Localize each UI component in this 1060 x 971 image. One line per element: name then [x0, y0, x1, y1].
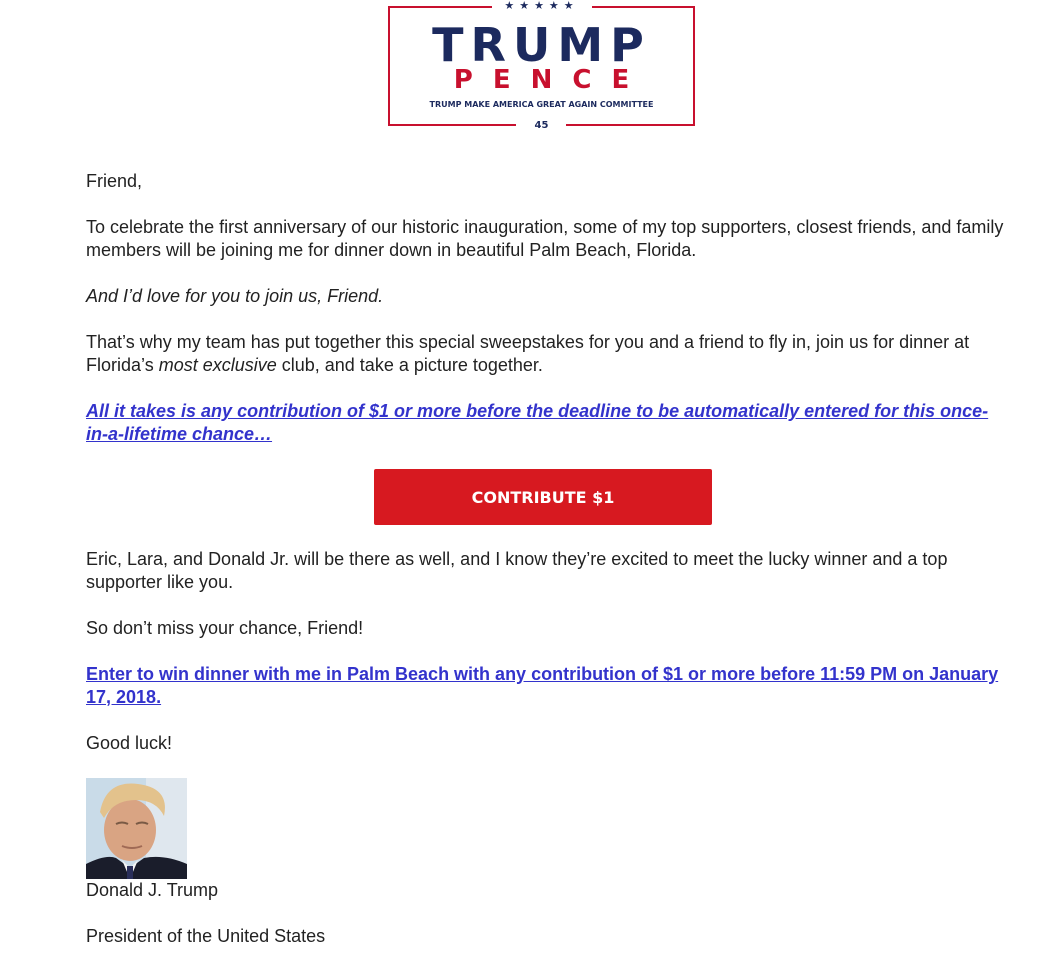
signer-portrait [86, 778, 187, 879]
campaign-logo [388, 0, 695, 131]
sweepstakes-emphasis: most exclusive [158, 355, 277, 375]
closing: Good luck! [86, 733, 173, 753]
paragraph-chance: So don’t miss your chance, Friend! [86, 618, 364, 638]
cta-container [86, 469, 1006, 525]
contribution-entry-link[interactable]: All it takes is any contribution of $1 or more before the deadline to be automatically entered for this once-in-a-lifetime chance… [86, 401, 989, 444]
sweepstakes-text-end: club, and take a picture together. [276, 355, 543, 375]
logo-stars: ★★★★★ [504, 0, 579, 12]
paragraph-family: Eric, Lara, and Donald Jr. will be there as well, and I know they’re excited to meet the lucky winner and a top supporter like you. [86, 549, 948, 592]
paragraph-invite [86, 285, 1006, 308]
paragraph-link-deadline [86, 663, 1006, 709]
logo-pence-text: PENCE [453, 65, 650, 95]
email-body [86, 170, 1006, 971]
paragraph-link-entry [86, 400, 1006, 446]
logo-number: 45 [534, 120, 549, 131]
deadline-entry-link[interactable]: Enter to win dinner with me in Palm Beach with any contribution of $1 or more before 11:59 PM on January 17, 2018. [86, 664, 999, 707]
invite-text: And I’d love for you to join us, Friend. [86, 286, 384, 306]
portrait-illustration [86, 778, 187, 879]
logo-trump-text: TRUMP [432, 18, 651, 72]
sweepstakes-text-start: That’s why my team has put together this special sweepstakes for you and a friend to fly in, join us for dinner at Florida’s [86, 332, 970, 375]
contribute-button[interactable]: CONTRIBUTE $1 [374, 469, 712, 525]
signature-title: President of the United States [86, 926, 326, 946]
greeting: Friend, [86, 171, 143, 191]
paragraph-sweepstakes [86, 331, 1006, 377]
logo-committee-text: TRUMP MAKE AMERICA GREAT AGAIN COMMITTEE [429, 100, 654, 109]
signature-name: Donald J. Trump [86, 880, 219, 900]
paragraph-anniversary: To celebrate the first anniversary of our historic inauguration, some of my top supporters, closest friends, and family members will be joining me for dinner down in beautiful Palm Beach, Florida. [86, 217, 1004, 260]
